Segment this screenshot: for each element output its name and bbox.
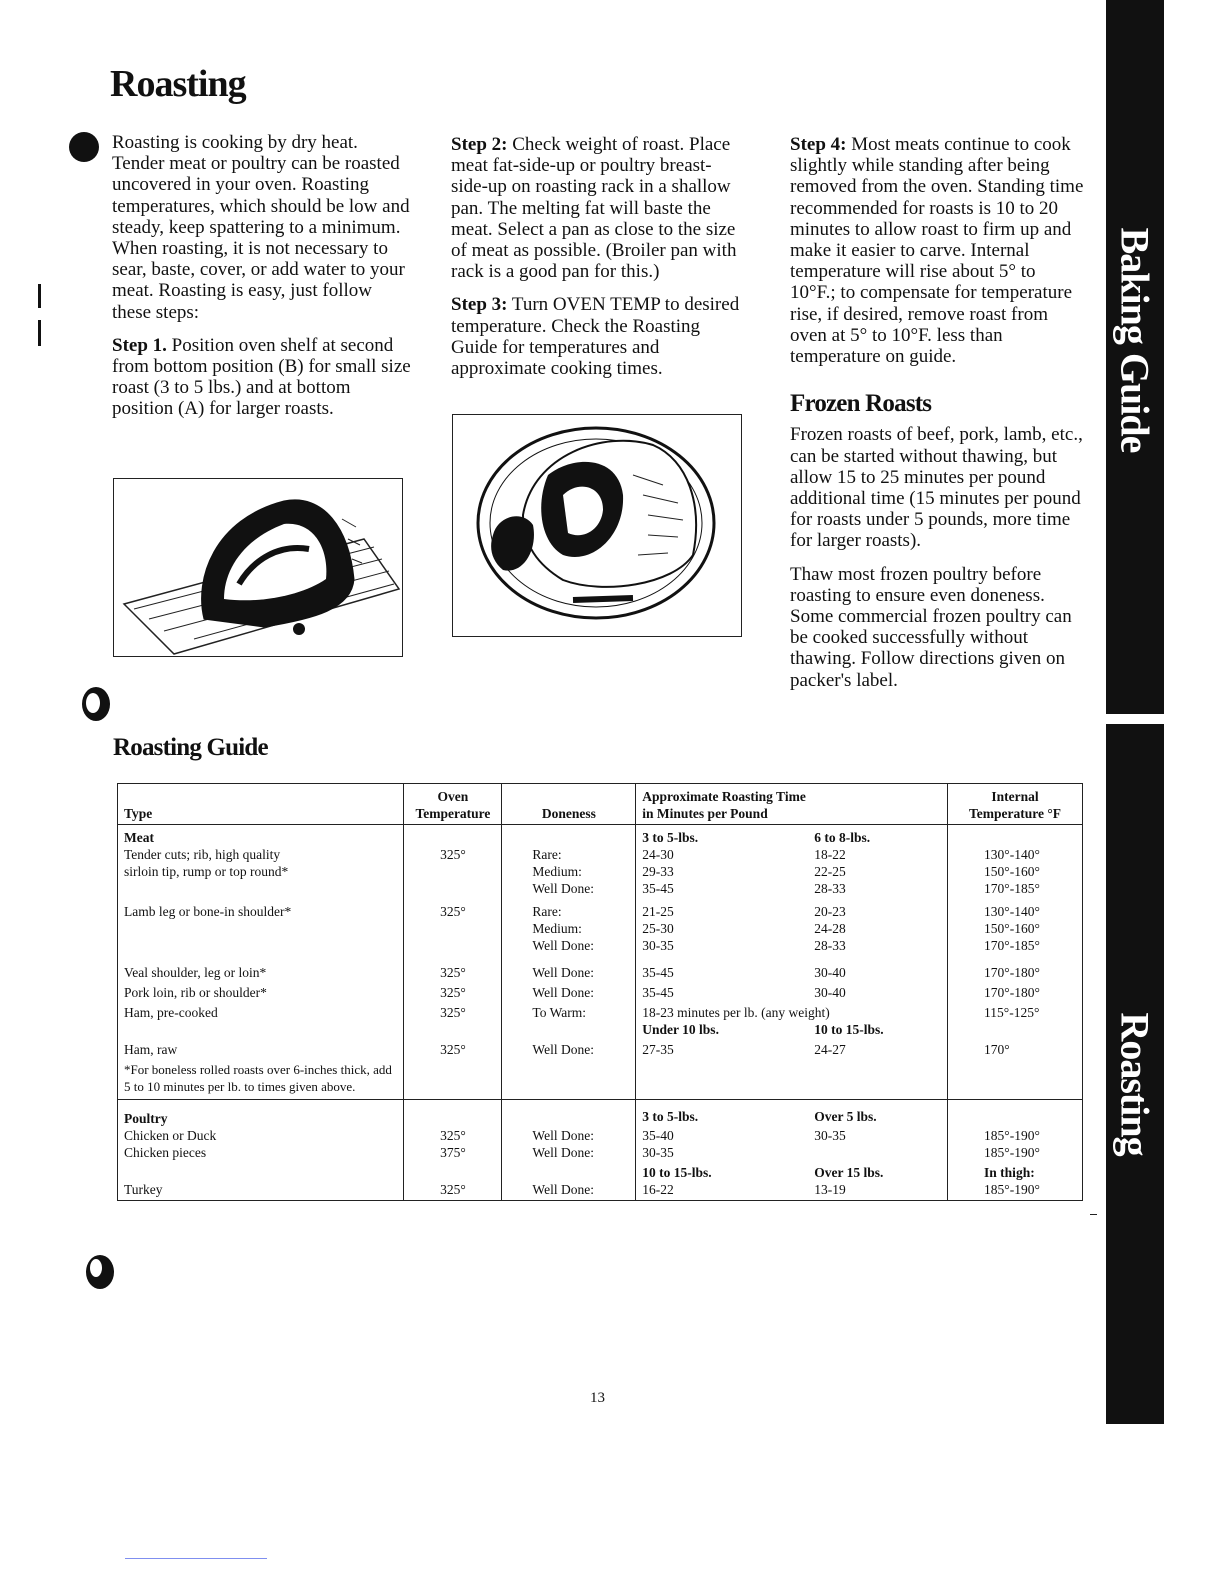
- footnote: *For boneless rolled roasts over 6-inches thick, add 5 to 10 minutes per lb. to times given above.: [124, 1062, 392, 1094]
- doneness-cell: Well Done:: [502, 981, 636, 1001]
- table-row: [118, 1001, 1083, 1038]
- internal-temp-cell: 115°-125°: [948, 1001, 1083, 1038]
- internal-temp-cell: 185°-190°: [948, 1181, 1083, 1201]
- header-oven-temperature: Oven Temperature: [404, 784, 502, 825]
- page-title: Roasting: [110, 63, 246, 105]
- internal-temp-cell: 185°-190° In thigh:: [948, 1144, 1083, 1181]
- oven-temp-cell: 325°: [404, 846, 502, 897]
- section-label-meat: Meat: [118, 825, 404, 847]
- internal-temp-cell: 170°-180°: [948, 954, 1083, 981]
- size-headers: 3 to 5-lbs. Over 5 lbs.: [636, 1100, 948, 1128]
- table-row: [118, 1100, 1083, 1128]
- step-4: [790, 134, 1085, 367]
- internal-temp-cell: 170°: [948, 1038, 1083, 1100]
- table-edge-mark: [1090, 1214, 1097, 1215]
- internal-temp-cell: 130°-140° 150°-160° 170°-185°: [948, 846, 1083, 897]
- doneness-cell: Well Done:: [502, 954, 636, 981]
- oven-temp-cell: 325°: [404, 1001, 502, 1038]
- step-3-label: Step 3:: [451, 294, 508, 316]
- step-2-text: Check weight of roast. Place meat fat-side-up or poultry breast-side-up on roasting rack in a shallow pan. The melting fat will baste the meat. Select a pan as close to the size of meat as possible. (Broiler pan with rack is a good pan for this.): [451, 134, 737, 283]
- size-headers: 3 to 5-lbs. 6 to 8-lbs.: [636, 825, 948, 847]
- doneness-cell: Well Done:: [502, 1144, 636, 1181]
- oven-temp-cell: 325°: [404, 981, 502, 1001]
- step-4-label: Step 4:: [790, 134, 847, 155]
- binder-hole-mark-top: [62, 127, 106, 171]
- section-label-poultry: Poultry: [118, 1100, 404, 1128]
- table-row: [118, 897, 1083, 954]
- type-cell: Ham, pre-cooked: [118, 1001, 404, 1038]
- side-tab-roasting: [1106, 724, 1164, 1424]
- frozen-paragraph-2: Thaw most frozen poultry before roasting to ensure even doneness. Some commercial frozen poultry can be cooked successfully without thawing. Follow directions given on packer's label.: [790, 563, 1072, 691]
- step-3-text: Turn OVEN TEMP to desired temperature. Check the Roasting Guide for temperatures and approximate cooking times.: [451, 294, 740, 380]
- time-cell: 16-22 13-19: [636, 1181, 948, 1201]
- table-header-row: [118, 784, 1083, 825]
- header-type: Type: [118, 784, 404, 825]
- carved-roast-platter-illustration: [452, 414, 742, 637]
- step-4-text: Most meats continue to cook slightly while standing after being removed from the oven. Standing time recommended for roasts is 10 to 20 minutes to allow roast to firm up and make it easier to carve. Internal temperature will rise about 5° to 10°F.; to compensate for temperature rise, if desired, remove roast from oven at 5° to 10°F. less than temperature on guide.: [790, 134, 1084, 368]
- step-1-text: Position oven shelf at second from bottom position (B) for small size roast (3 to 5 lbs.) and at bottom position (A) for larger roasts.: [112, 334, 411, 420]
- time-cell: 27-35 24-27: [636, 1038, 948, 1100]
- step-3: [451, 294, 746, 379]
- step-4-and-frozen-column: [790, 134, 1085, 703]
- scan-artifact-line: [125, 1558, 267, 1559]
- doneness-cell: Rare: Medium: Well Done:: [502, 897, 636, 954]
- frozen-paragraph-1: Frozen roasts of beef, pork, lamb, etc., can be started without thawing, but allow 15 to 25 minutes per pound additional time (15 minutes per pound for roasts under 5 pounds, more time for larger roasts).: [790, 424, 1083, 552]
- roasting-guide-table: [117, 783, 1083, 1201]
- doneness-cell: Well Done:: [502, 1038, 636, 1100]
- doneness-cell: Rare: Medium: Well Done:: [502, 846, 636, 897]
- table-row: [118, 1144, 1083, 1181]
- step-1: [112, 335, 412, 420]
- side-tab-label: Roasting: [1112, 1012, 1158, 1156]
- type-cell: Tender cuts; rib, high quality sirloin tip, rump or top round*: [118, 846, 404, 897]
- side-tab-baking-guide: [1106, 0, 1164, 714]
- type-cell: Veal shoulder, leg or loin*: [118, 954, 404, 981]
- roast-on-rack-illustration: [113, 478, 403, 657]
- roasting-guide-title: Roasting Guide: [113, 734, 268, 761]
- binder-hole-mark-middle: [76, 682, 116, 726]
- header-internal-temperature: Internal Temperature °F: [948, 784, 1083, 825]
- time-cell: 24-30 18-22 29-33 22-25 35-45 28-33: [636, 846, 948, 897]
- internal-temp-cell: 185°-190°: [948, 1127, 1083, 1144]
- time-cell: 35-45 30-40: [636, 981, 948, 1001]
- intro-column: [112, 132, 412, 432]
- doneness-cell: Well Done:: [502, 1127, 636, 1144]
- binder-hole-mark-bottom: [80, 1250, 120, 1294]
- time-cell: 21-25 20-23 25-30 24-28 30-35 28-33: [636, 897, 948, 954]
- table-row: [118, 981, 1083, 1001]
- doneness-cell: Well Done:: [502, 1181, 636, 1201]
- type-cell: Lamb leg or bone-in shoulder*: [118, 897, 404, 954]
- oven-temp-cell: 325°: [404, 897, 502, 954]
- oven-temp-cell: 325°: [404, 1181, 502, 1201]
- time-cell: 30-35 10 to 15-lbs. Over 15 lbs.: [636, 1144, 948, 1181]
- oven-temp-cell: 325°: [404, 954, 502, 981]
- step-1-label: Step 1.: [112, 334, 167, 356]
- margin-marks: [36, 282, 44, 348]
- internal-temp-cell: 130°-140° 150°-160° 170°-185°: [948, 897, 1083, 954]
- table-row: [118, 846, 1083, 897]
- header-doneness: Doneness: [502, 784, 636, 825]
- step-2-label: Step 2:: [451, 134, 508, 155]
- frozen-roasts-heading: Frozen Roasts: [790, 390, 932, 418]
- type-cell: Chicken or Duck: [118, 1127, 404, 1144]
- type-cell: Turkey: [118, 1181, 404, 1201]
- steps-column: [451, 134, 746, 391]
- doneness-cell: To Warm:: [502, 1001, 636, 1038]
- type-cell: Pork loin, rib or shoulder*: [118, 981, 404, 1001]
- table-row: [118, 1181, 1083, 1201]
- type-cell: Chicken pieces: [118, 1144, 404, 1181]
- table-row: [118, 825, 1083, 847]
- table-row: [118, 1127, 1083, 1144]
- time-cell: 35-45 30-40: [636, 954, 948, 981]
- oven-temp-cell: 375°: [404, 1144, 502, 1181]
- side-tab-label: Baking Guide: [1112, 227, 1158, 453]
- table-row: [118, 954, 1083, 981]
- time-cell: 35-40 30-35: [636, 1127, 948, 1144]
- table-row: [118, 1038, 1083, 1100]
- time-cell: 18-23 minutes per lb. (any weight) Under 10 lbs. 10 to 15-lbs.: [636, 1001, 948, 1038]
- oven-temp-cell: 325°: [404, 1038, 502, 1100]
- intro-paragraph: Roasting is cooking by dry heat. Tender meat or poultry can be roasted uncovered in your oven. Roasting temperatures, which should be low and steady, keep spattering to a minimum. When roasting, it is not necessary to sear, baste, cover, or add water to your meat. Roasting is easy, just follow these steps:: [112, 132, 410, 323]
- type-cell: Ham, raw *For boneless rolled roasts over 6-inches thick, add 5 to 10 minutes per lb. to times given above.: [118, 1038, 404, 1100]
- page-number: 13: [590, 1390, 605, 1406]
- oven-temp-cell: 325°: [404, 1127, 502, 1144]
- internal-temp-cell: 170°-180°: [948, 981, 1083, 1001]
- step-2: [451, 134, 746, 282]
- header-roasting-time: Approximate Roasting Time in Minutes per Pound: [636, 784, 948, 825]
